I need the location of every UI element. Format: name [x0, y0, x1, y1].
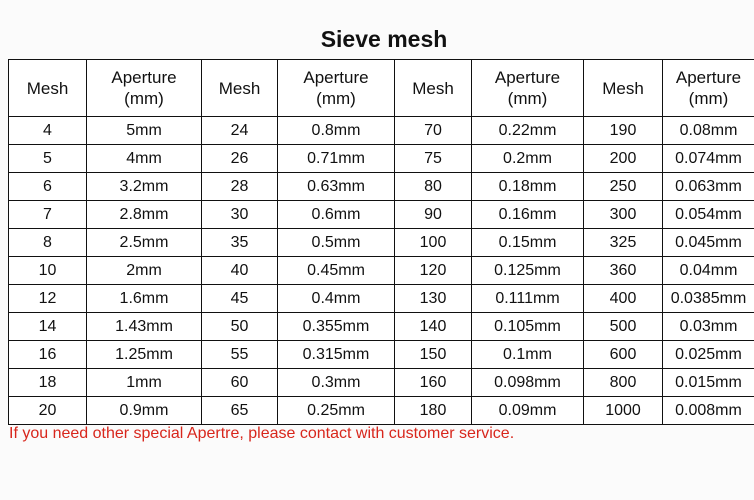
mesh-cell: 90	[395, 201, 472, 229]
sieve-mesh-table	[8, 59, 754, 425]
mesh-cell: 160	[395, 369, 472, 397]
mesh-cell: 130	[395, 285, 472, 313]
aperture-cell: 0.125mm	[472, 257, 584, 285]
table-row	[9, 145, 754, 173]
aperture-cell: 0.111mm	[472, 285, 584, 313]
page-title: Sieve mesh	[320, 26, 448, 52]
mesh-cell: 100	[395, 229, 472, 257]
aperture-cell: 2.5mm	[87, 229, 202, 257]
mesh-cell: 800	[584, 369, 663, 397]
mesh-cell: 20	[9, 397, 87, 425]
mesh-cell: 70	[395, 117, 472, 145]
aperture-cell: 0.1mm	[472, 341, 584, 369]
aperture-cell: 0.4mm	[278, 285, 395, 313]
aperture-cell: 1.6mm	[87, 285, 202, 313]
aperture-cell: 0.25mm	[278, 397, 395, 425]
table-row	[9, 257, 754, 285]
mesh-cell: 150	[395, 341, 472, 369]
contact-note: If you need other special Apertre, please contact with customer service.	[9, 425, 515, 442]
aperture-cell: 1.43mm	[87, 313, 202, 341]
aperture-cell: 0.074mm	[663, 145, 754, 173]
mesh-cell: 26	[202, 145, 278, 173]
mesh-cell: 4	[9, 117, 87, 145]
mesh-cell: 18	[9, 369, 87, 397]
mesh-cell: 180	[395, 397, 472, 425]
aperture-cell: 0.015mm	[663, 369, 754, 397]
header-mesh: Mesh	[202, 60, 278, 117]
aperture-cell: 5mm	[87, 117, 202, 145]
table-row	[9, 285, 754, 313]
mesh-cell: 35	[202, 229, 278, 257]
aperture-cell: 0.08mm	[663, 117, 754, 145]
aperture-cell: 0.18mm	[472, 173, 584, 201]
aperture-cell: 1.25mm	[87, 341, 202, 369]
header-aperture: Aperture (mm)	[472, 60, 584, 117]
aperture-cell: 0.9mm	[87, 397, 202, 425]
table-row	[9, 341, 754, 369]
mesh-cell: 12	[9, 285, 87, 313]
aperture-cell: 0.105mm	[472, 313, 584, 341]
mesh-cell: 75	[395, 145, 472, 173]
mesh-cell: 8	[9, 229, 87, 257]
aperture-cell: 0.09mm	[472, 397, 584, 425]
aperture-cell: 0.045mm	[663, 229, 754, 257]
mesh-cell: 600	[584, 341, 663, 369]
table-header-row	[9, 60, 754, 117]
aperture-cell: 0.6mm	[278, 201, 395, 229]
mesh-cell: 1000	[584, 397, 663, 425]
aperture-cell: 3.2mm	[87, 173, 202, 201]
header-mesh: Mesh	[9, 60, 87, 117]
aperture-cell: 0.45mm	[278, 257, 395, 285]
mesh-cell: 360	[584, 257, 663, 285]
aperture-cell: 0.025mm	[663, 341, 754, 369]
mesh-cell: 60	[202, 369, 278, 397]
aperture-cell: 2mm	[87, 257, 202, 285]
aperture-cell: 0.8mm	[278, 117, 395, 145]
table-body	[9, 117, 754, 425]
aperture-cell: 0.04mm	[663, 257, 754, 285]
mesh-cell: 24	[202, 117, 278, 145]
aperture-cell: 0.315mm	[278, 341, 395, 369]
aperture-cell: 0.008mm	[663, 397, 754, 425]
mesh-cell: 500	[584, 313, 663, 341]
table-row	[9, 313, 754, 341]
aperture-cell: 4mm	[87, 145, 202, 173]
aperture-cell: 0.71mm	[278, 145, 395, 173]
mesh-cell: 200	[584, 145, 663, 173]
aperture-cell: 0.098mm	[472, 369, 584, 397]
mesh-cell: 400	[584, 285, 663, 313]
header-aperture: Aperture (mm)	[278, 60, 395, 117]
mesh-cell: 50	[202, 313, 278, 341]
mesh-cell: 190	[584, 117, 663, 145]
mesh-cell: 120	[395, 257, 472, 285]
mesh-cell: 28	[202, 173, 278, 201]
mesh-cell: 7	[9, 201, 87, 229]
aperture-cell: 0.063mm	[663, 173, 754, 201]
mesh-cell: 55	[202, 341, 278, 369]
mesh-cell: 10	[9, 257, 87, 285]
mesh-cell: 45	[202, 285, 278, 313]
header-aperture: Aperture (mm)	[87, 60, 202, 117]
header-aperture: Aperture (mm)	[663, 60, 754, 117]
aperture-cell: 0.03mm	[663, 313, 754, 341]
aperture-cell: 0.5mm	[278, 229, 395, 257]
mesh-cell: 6	[9, 173, 87, 201]
aperture-cell: 0.22mm	[472, 117, 584, 145]
header-mesh: Mesh	[584, 60, 663, 117]
aperture-cell: 0.0385mm	[663, 285, 754, 313]
aperture-cell: 0.355mm	[278, 313, 395, 341]
mesh-cell: 300	[584, 201, 663, 229]
aperture-cell: 0.054mm	[663, 201, 754, 229]
mesh-cell: 80	[395, 173, 472, 201]
mesh-cell: 325	[584, 229, 663, 257]
table-row	[9, 173, 754, 201]
header-mesh: Mesh	[395, 60, 472, 117]
mesh-cell: 14	[9, 313, 87, 341]
mesh-cell: 30	[202, 201, 278, 229]
mesh-cell: 5	[9, 145, 87, 173]
table-row	[9, 229, 754, 257]
aperture-cell: 0.3mm	[278, 369, 395, 397]
aperture-cell: 0.63mm	[278, 173, 395, 201]
table-row	[9, 201, 754, 229]
mesh-cell: 40	[202, 257, 278, 285]
aperture-cell: 0.2mm	[472, 145, 584, 173]
mesh-cell: 16	[9, 341, 87, 369]
aperture-cell: 0.16mm	[472, 201, 584, 229]
table-row	[9, 369, 754, 397]
aperture-cell: 1mm	[87, 369, 202, 397]
aperture-cell: 0.15mm	[472, 229, 584, 257]
mesh-cell: 140	[395, 313, 472, 341]
table-row	[9, 117, 754, 145]
mesh-cell: 65	[202, 397, 278, 425]
mesh-cell: 250	[584, 173, 663, 201]
aperture-cell: 2.8mm	[87, 201, 202, 229]
table-row	[9, 397, 754, 425]
